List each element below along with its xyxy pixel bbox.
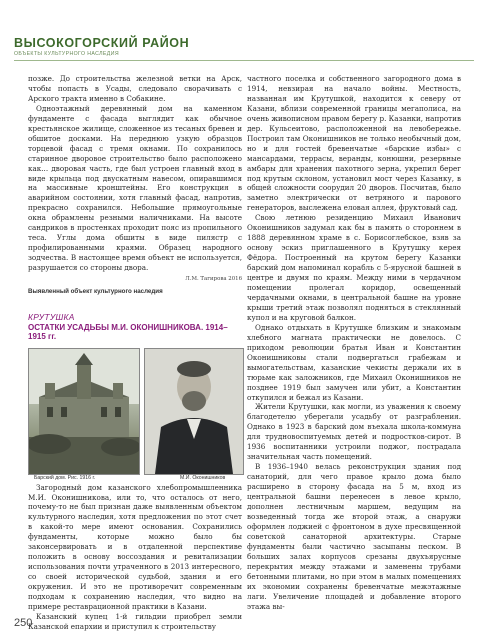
author-attribution: Л.М. Тагирова 2016 (185, 276, 242, 283)
header-rule (14, 60, 474, 61)
paragraph: В 1936–1940 велась реконструкция здания под санаторий, для чего правое крыло дома было расширено в сторону фасада на 5 м, вход из центральной башни перенесен в левое крыло, дополнен лестничным маршем, ведущим на возведенный тогда же второй этаж, а снаружи оформлен лоджией с фронтоном в духе пресвященной советской санаторной архитектуры. Старые фундаменты были частично засыпаны песком. В больших залах корпусов срезаны двухъярусные перекрытия между этажами и заменены трубами бетонными плитами, но при этом в малых помещениях их экономии сохранены бревенчатые межэтажные лаги. Увеличение площадей и добавление второго этажа вы- (247, 462, 461, 611)
paragraph: Казанский купец 1-й гильдии приобрел земли Казанской епархии и приступил к строительству (28, 611, 242, 631)
heritage-status: Выявленный объект культурного наследия (28, 288, 163, 296)
right-column (247, 74, 461, 611)
manor-house-photo (28, 348, 140, 475)
photo-caption: Барский дом. Рис. 1916 г. (34, 474, 96, 481)
paragraph: Жители Крутушки, как могли, из уважения к своему благодетелю уберегали усадьбу от разграбления. Однако в 1923 в барский дом въехала школа-коммуна для трудновоспитуемых детей и подростков-сирот. В 1936 воспитанники устроили поджог, пострадала значительная часть помещений. (247, 402, 461, 462)
place-heading: КРУТУШКА (28, 312, 75, 323)
paragraph: Однако отдыхать в Крутушке близким и знакомым хлебного магната практически не довелось. С приходом революции братья Иван и Константин Оконишниковы стали подвергаться грабежам и вымогательствам, казанские чекисты держали их в тюрьме как заложников, где Михаил Оконишников не позднее 1919 был замучен или убит, а Константин откупился и бежал из Казани. (247, 322, 461, 402)
paragraph: Свою летнюю резиденцию Михаил Иванович Оконишников задумал как бы в память о стороннем в 1888 деревянном храме в с. Борисоглебское, взяв за основу эскиз приглашенного в Крутушку керея Фёдора. Построенный на крутом берегу Казанки барский дом напоминал корабль с 5-ярусной башней в центре и двумя по краям. Между ними в чердачном помещении пролегал коридор, освещенный чердачными окнами, в центральной башне на уровне крыши третий этаж позволял подняться в стеклянный купол и на круговой балкон. (247, 213, 461, 322)
portrait-photo (144, 348, 244, 475)
paragraph: Одноэтажный деревянный дом на каменном фундаменте с фасада выглядит как обычное крестьянское жилище, сложенное из тесаных бревен и обшитое досками. На переднюю узкую образцов торцевой фасад с тремя окнами. По сохранилось старинное дворовое строительство было расположено как... дворовая часть, где был устроен главный вход в виде крыльца под двускатным навесом, опиравшимся на массивные кронштейны. Его конструкция в аварийном состоянии, хотя главный фасад, напротив, прекрасно сохранился. Небольшие прямоугольные окна обрамлены резными наличниками. На высоте сандриков в простенках проходит пояс из пропильного теса. Углы дома обшиты в виде пилястр с профилированными краями. Образец народного зодчества. В настоящее время объект не используется, разрушается со стороны двора. (28, 103, 242, 273)
running-header (14, 36, 474, 61)
portrait-caption: М.И. Оконишников (180, 474, 226, 481)
section-title: ВЫСОКОГОРСКИЙ РАЙОН (14, 36, 190, 50)
paragraph: позже. До строительства железной ветки на Арск, чтобы попасть в Усады, следовало сворачивать с Арского тракта именно в Собакине. (28, 74, 242, 103)
object-heading: ОСТАТКИ УСАДЬБЫ М.И. ОКОНИШНИКОВА. 1914–1915 гг. (28, 322, 228, 342)
left-column (28, 74, 242, 632)
paragraph: частного поселка и собственного загородного дома в 1914, невзирая на начало войны. Местность, названная им Крутушкой, находится к северу от Казани, вблизи современной границы мегаполиса, на очень живописном правом берегу р. Казанки, напротив дер. Кульсеитово, расположенной на левобережье. Построил там Оконишников не только необычный дом, но и для гостей бревенчатые «барские избы» с мансардами, террасы, веранды, конюшни, резервные амбары для хранения пахотного зерна, укрепил берег под крутым склоном, установил мост через Казанку, в общей сложности соорудил 20 дворов. Посчитав, было заметно электрически от ветряного и парового генераторов, выслежена еловая аллея, фруктовый сад. (247, 74, 461, 213)
paragraph: Загородный дом казанского хлебопромышленника М.И. Оконишникова, или то, что осталось от него, почему-то не был признан даже выявленным объектом культурного наследия, хотя предложения по этот счет в какой-то мере имеют основания. Сохранились фундаменты, которые можно было бы законсервировать и в отдаленной перспективе положить в основу воссоздания и ревитализации использования почти утраченного в 2013 интересного, со своей исторической судьбой, здания и его окружения. И это не противоречит современным подходам к сохранению наследия, что видно на примере реставрационной практики в Казани. (28, 482, 242, 611)
section-subtitle: ОБЪЕКТЫ КУЛЬТУРНОГО НАСЛЕДИЯ (14, 51, 119, 57)
photo-block (28, 348, 242, 483)
page-number: 250 (14, 617, 33, 629)
